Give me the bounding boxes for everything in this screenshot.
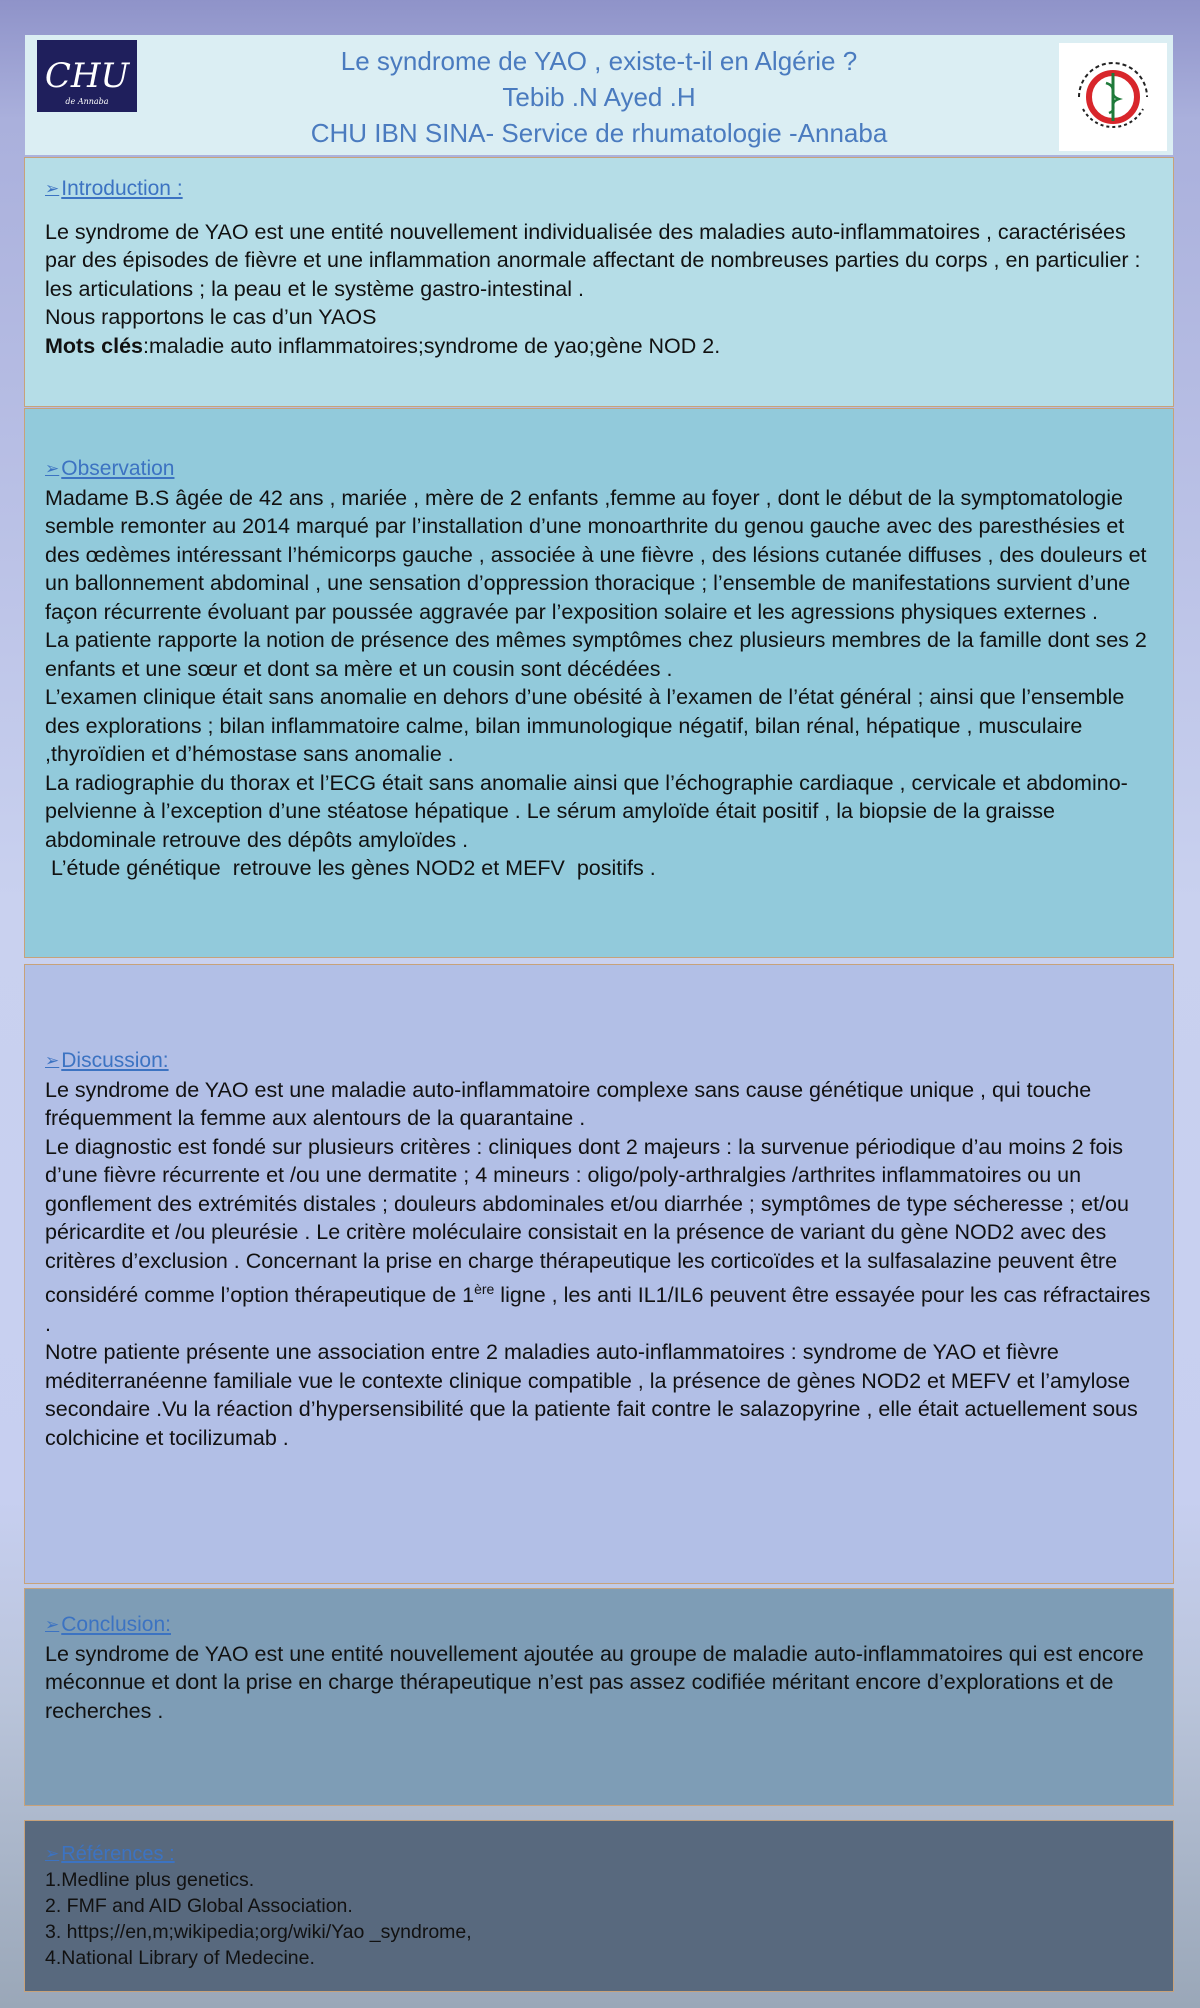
- superscript-ere: ère: [474, 1281, 495, 1297]
- references-heading: [45, 1841, 1153, 1867]
- arrow-bullet-icon: ➢: [45, 1615, 60, 1634]
- arrow-bullet-icon: ➢: [45, 1844, 60, 1863]
- references-heading-text: Références :: [61, 1843, 175, 1865]
- conclusion-heading-text: Conclusion:: [61, 1613, 171, 1636]
- keywords-label: Mots clés: [45, 333, 143, 358]
- keywords-line: [45, 332, 1153, 361]
- keywords-text: :maladie auto inflammatoires;syndrome de yao;gène NOD 2.: [142, 333, 721, 358]
- chu-logo: [37, 40, 137, 112]
- discussion-paragraph-1: Le syndrome de YAO est une maladie auto-inflammatoire complexe sans cause génétique unique , qui touche fréquemment la femme aux alentours de la quarantaine .: [45, 1077, 1092, 1130]
- arrow-bullet-icon: ➢: [45, 1051, 60, 1070]
- discussion-section: [24, 964, 1174, 1584]
- observation-heading: [45, 455, 1153, 484]
- poster-affiliation: CHU IBN SINA- Service de rhumatologie -Annaba: [310, 118, 888, 148]
- discussion-heading-text: Discussion:: [61, 1049, 169, 1072]
- observation-paragraph-3: L’examen clinique était sans anomalie en dehors d’une obésité à l’examen de l’état général ; ainsi que l’ensemble des explorations ; bilan inflammatoire calme, bilan immunologique négatif, bilan rénal, hépatique , musculaire ,thyroïdien et d’hémostase sans anomalie .: [45, 685, 1125, 766]
- introduction-case-line: Nous rapportons le cas d’un YAOS: [45, 305, 377, 329]
- discussion-paragraph-2-end: ligne , les anti IL1/IL6 peuvent être essayée pour les cas réfractaires .: [45, 1283, 1151, 1336]
- observation-paragraph-4: La radiographie du thorax et l’ECG était sans anomalie ainsi que l’échographie cardiaque , cervicale et abdomino-pelvienne à l’exception d’une stéatose hépatique . Le sérum amyloïde était positif , la biopsie de la graisse abdominale retrouve des dépôts amyloïdes .: [45, 770, 1128, 852]
- reference-item: 1.Medline plus genetics.: [45, 1869, 255, 1891]
- introduction-section: [24, 157, 1174, 407]
- introduction-paragraph: Le syndrome de YAO est une entité nouvellement individualisée des maladies auto-inflammatoires , caractérisées par des épisodes de fièvre et une inflammation anormale affectant de nombreuses parties du corps , en particulier : les articulations ; la peau et le système gastro-intestinal .: [45, 219, 1141, 301]
- introduction-heading: [45, 175, 1153, 204]
- faculty-seal-icon: [1059, 43, 1167, 151]
- discussion-heading: [45, 1047, 1153, 1076]
- reference-item: 4.National Library of Medecine.: [45, 1947, 315, 1969]
- observation-heading-text: Observation: [61, 457, 175, 480]
- conclusion-heading: [45, 1611, 1153, 1640]
- introduction-heading-text: Introduction :: [61, 177, 183, 200]
- poster-header: [25, 35, 1173, 155]
- conclusion-section: [24, 1588, 1174, 1806]
- conclusion-paragraph: Le syndrome de YAO est une entité nouvellement ajoutée au groupe de maladie auto-inflammatoires qui est encore méconnue et dont la prise en charge thérapeutique n’est pas assez codifiée méritant encore d’explorations et de recherches .: [45, 1641, 1144, 1723]
- discussion-paragraph-2: [45, 1133, 1153, 1339]
- reference-item: 3. https;//en,m;wikipedia;org/wiki/Yao _syndrome,: [45, 1921, 472, 1943]
- reference-item: 2. FMF and AID Global Association.: [45, 1895, 353, 1917]
- arrow-bullet-icon: ➢: [45, 459, 60, 478]
- references-section: [24, 1820, 1174, 1992]
- observation-paragraph-2: La patiente rapporte la notion de présence des mêmes symptômes chez plusieurs membres de la famille dont ses 2 enfants et une sœur et dont sa mère et un cousin sont décédées .: [45, 628, 1147, 681]
- arrow-bullet-icon: ➢: [45, 179, 60, 198]
- discussion-paragraph-3: Notre patiente présente une association entre 2 maladies auto-inflammatoires : syndrome de YAO et fièvre méditerranéenne familiale vue le contexte clinique compatible , la présence de gènes NOD2 et MEFV et l’amylose secondaire .Vu la réaction d’hypersensibilité que la patiente fait contre le salazopyrine , elle était actuellement sous colchicine et tocilizumab .: [45, 1340, 1138, 1450]
- faculty-logo: [1059, 43, 1167, 151]
- poster-title: Le syndrome de YAO , existe-t-il en Algérie ?: [340, 46, 858, 76]
- chu-logo-subtext: de Annaba: [65, 97, 109, 106]
- observation-paragraph-5: L’étude génétique retrouve les gènes NOD2 et MEFV positifs .: [45, 856, 656, 880]
- chu-logo-text: CHU: [44, 56, 130, 96]
- poster-authors: Tebib .N Ayed .H: [502, 82, 696, 112]
- observation-section: [24, 408, 1174, 958]
- discussion-paragraph-2-text: Le diagnostic est fondé sur plusieurs critères : cliniques dont 2 majeurs : la survenue périodique d’au moins 2 fois d’une fièvre récurrente et /ou une dermatite ; 4 mineurs : oligo/poly-arthralgies /arthrites inflammatoires ou un gonflement des extrémités distales ; douleurs abdominales et/ou diarrhée ; symptômes de type sécheresse ; et/ou péricardite et /ou pleurésie . Le critère moléculaire consistait en la présence de variant du gène NOD2 avec des critères d’exclusion . Concernant la prise en charge thérapeutique les corticoïdes et la sulfasalazine peuvent être considéré comme l’option thérapeutique de 1: [45, 1134, 1129, 1308]
- observation-paragraph-1: Madame B.S âgée de 42 ans , mariée , mère de 2 enfants ,femme au foyer , dont le début de la symptomatologie semble remonter au 2014 marqué par l’installation d’une monoarthrite du genou gauche avec des paresthésies et des œdèmes intéressant l’hémicorps gauche , associée à une fièvre , des lésions cutanée diffuses , des douleurs et un ballonnement abdominal , une sensation d’oppression thoracique ; l’ensemble de manifestations survient d’une façon récurrente évoluant par poussée aggravée par l’exposition solaire et les agressions physiques externes .: [45, 485, 1147, 624]
